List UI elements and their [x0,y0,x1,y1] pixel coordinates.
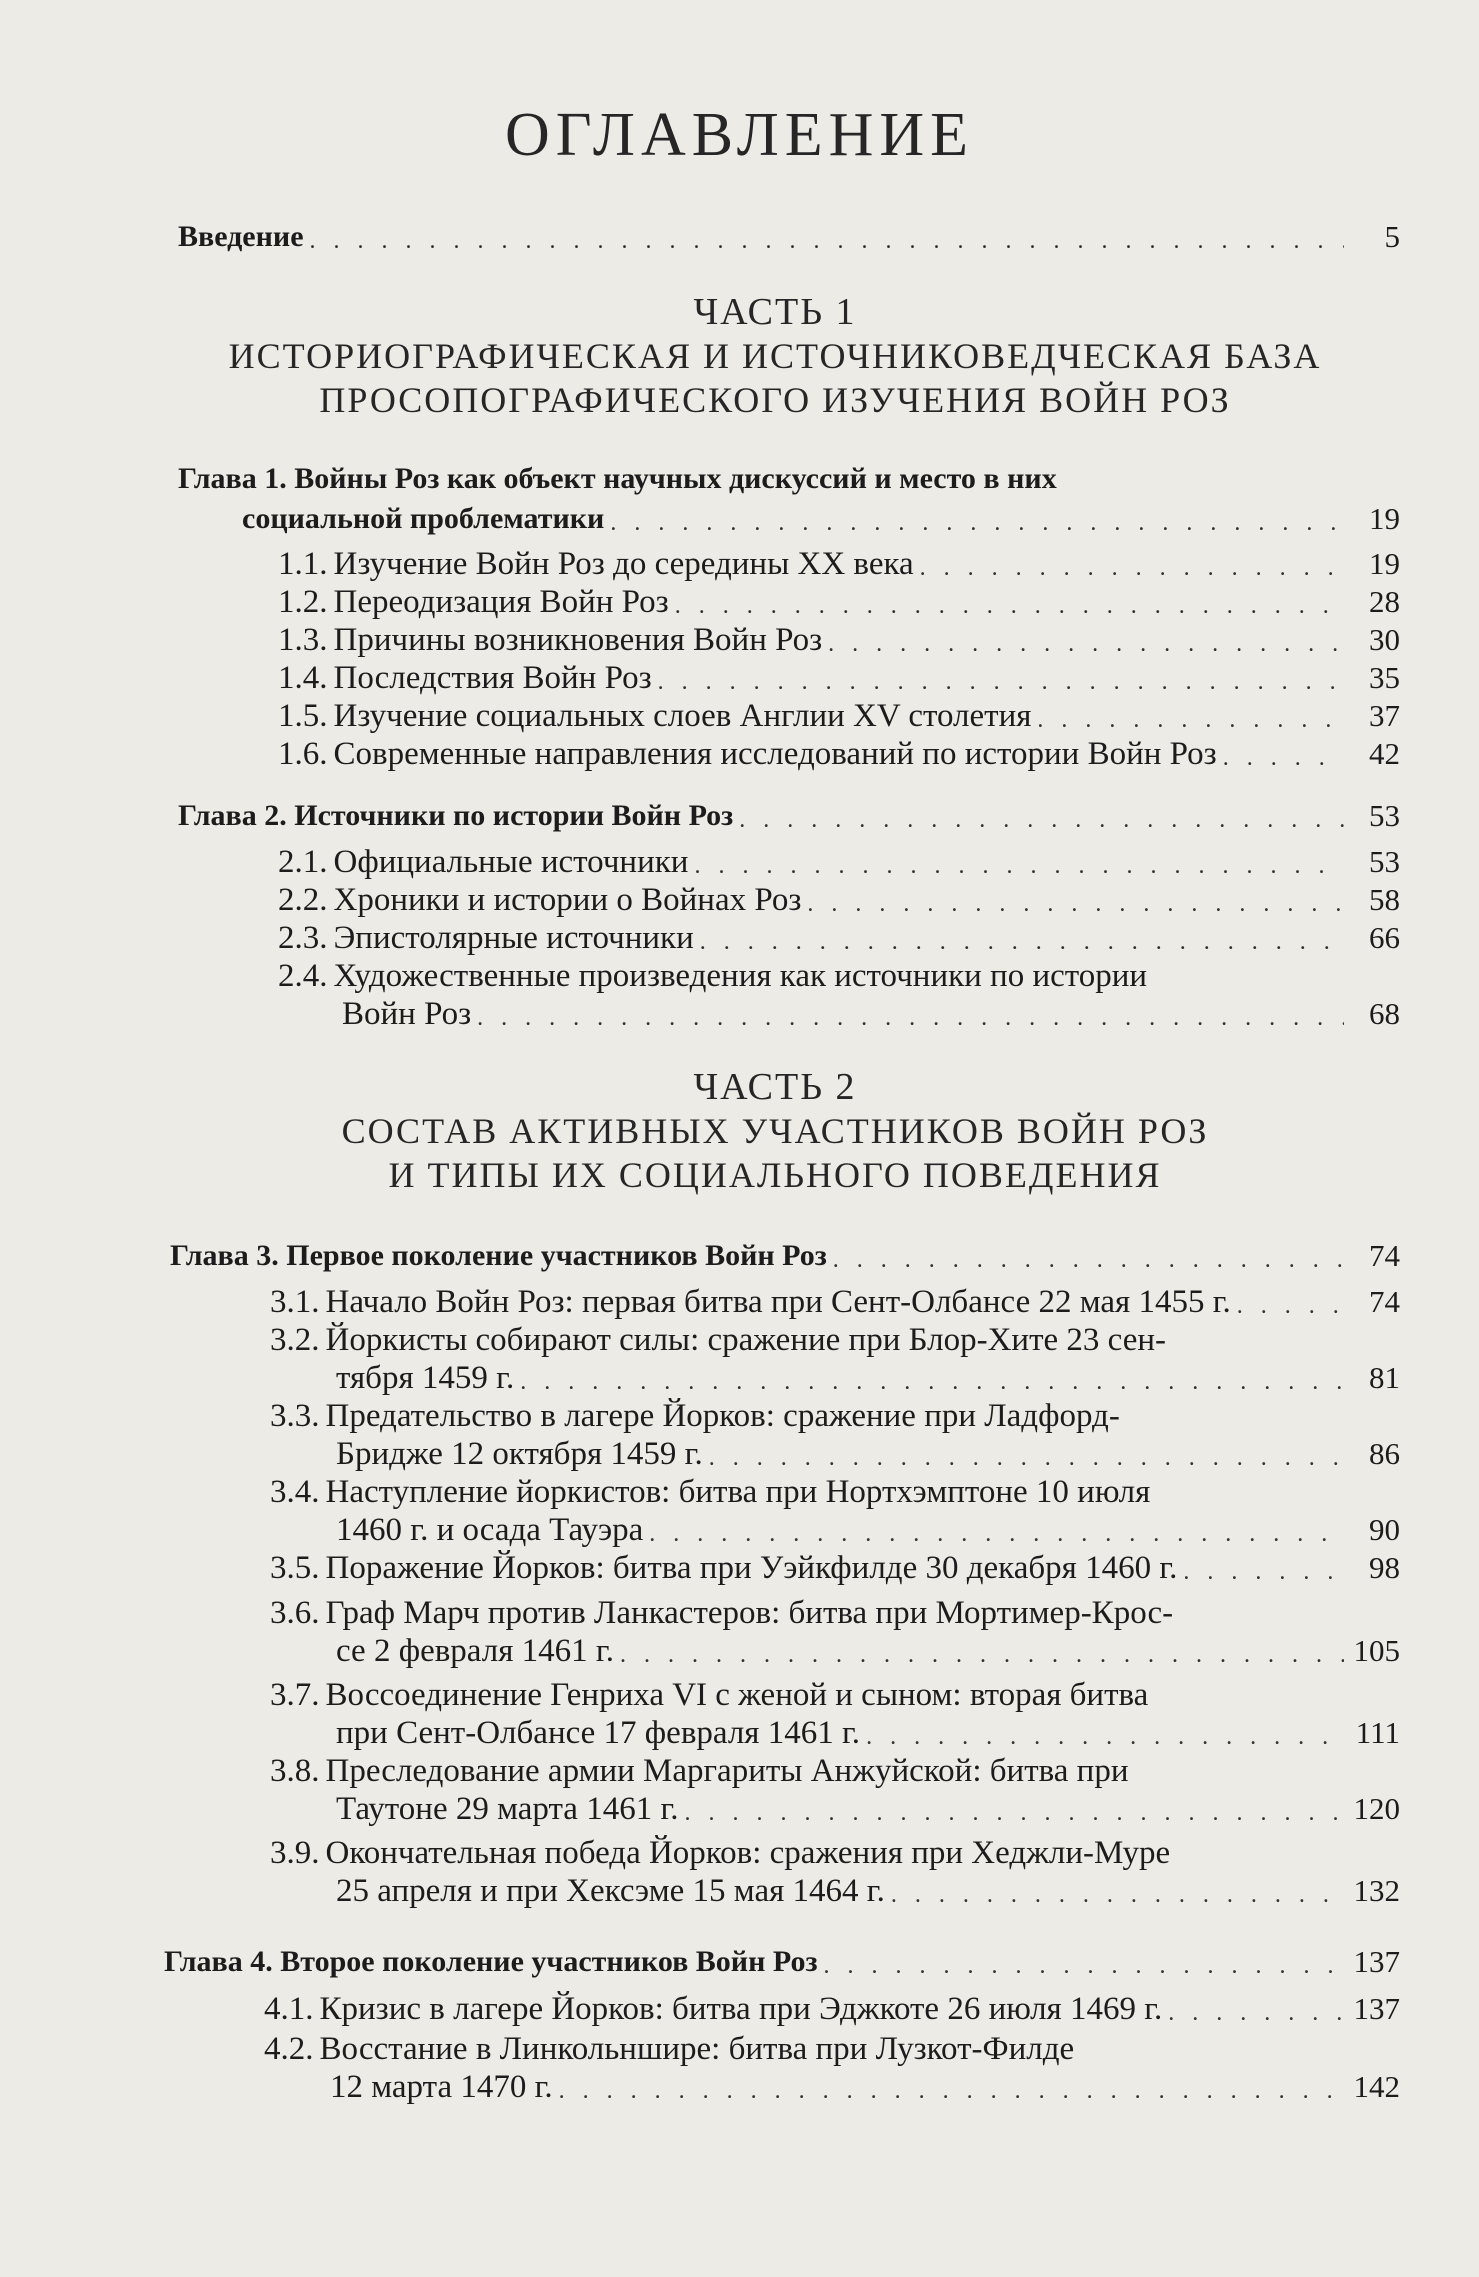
toc-entry-line: 3.6. Граф Марч против Ланкастеров: битва при Мортимер-Крос- [270,1595,1174,1631]
toc-entry: 4.1. Кризис в лагере Йорков: битва при Эджкоте 26 июля 1469 г. . . . 137 [264,1990,1400,2028]
toc-entry-line: 3.9. Окончательная победа Йорков: сражения при Хеджли-Муре [270,1835,1171,1871]
toc-entry-line: 3.8. Преследование армии Маргариты Анжуйской: битва при [270,1753,1129,1789]
toc-entry: Войн Роз . . . 68 [342,995,1400,1033]
toc-entry: 12 марта 1470 г. . . . 142 [330,2068,1400,2106]
part-1-heading: ЧАСТЬ 1 ИСТОРИОГРАФИЧЕСКАЯ И ИСТОЧНИКОВЕДЧЕСКАЯ БАЗА ПРОСОПОГРАФИЧЕСКОГО ИЗУЧЕНИЯ ВОЙН РОЗ [228,291,1322,420]
part-2-heading: ЧАСТЬ 2 СОСТАВ АКТИВНЫХ УЧАСТНИКОВ ВОЙН РОЗ И ТИПЫ ИХ СОЦИАЛЬНОГО ПОВЕДЕНИЯ [341,1066,1209,1195]
toc-entry: се 2 февраля 1461 г. . . . 105 [336,1632,1400,1670]
toc-entry-line: 3.7. Воссоединение Генриха VI с женой и сыном: вторая битва [270,1677,1149,1713]
page-title: ОГЛАВЛЕНИЕ [504,101,975,169]
toc-entry-chapter-2: Глава 2. Источники по истории Войн Роз . . . 53 [178,797,1400,835]
toc-entry-line: 2.4. Художественные произведения как источники по истории [278,958,1148,994]
toc-entry: 1.3. Причины возникновения Войн Роз . . . 30 [278,621,1400,659]
chapter-1-title: Глава 1. Войны Роз как объект научных дискуссий и место в них [178,462,1057,495]
toc-entry: 2.3. Эпистолярные источники . . . 66 [278,919,1400,957]
toc-entry-line: 3.2. Йоркисты собирают силы: сражение при Блор-Хите 23 сен- [270,1322,1166,1358]
toc-entry-chapter-4: Глава 4. Второе поколение участников Войн Роз . . . 137 [164,1943,1400,1981]
toc-entry: при Сент-Олбансе 17 февраля 1461 г. . . . 111 [336,1714,1400,1752]
toc-entry: 1.5. Изучение социальных слоев Англии XV столетия . . . 37 [278,697,1400,735]
toc-entry-line: 3.4. Наступление йоркистов: битва при Нортхэмптоне 10 июля [270,1474,1151,1510]
toc-entry: Таутоне 29 марта 1461 г. . . . 120 [336,1790,1400,1828]
toc-entry: 3.1. Начало Войн Роз: первая битва при Сент-Олбансе 22 мая 1455 г. . . . 74 [270,1283,1400,1321]
toc-entry: 1460 г. и осада Тауэра . . . 90 [336,1511,1400,1549]
toc-entry: 2.1. Официальные источники . . . 53 [278,843,1400,881]
toc-entry-line: 4.2. Восстание в Линкольншире: битва при Лузкот-Филде [264,2031,1075,2067]
toc-entry-chapter-1: социальной проблематики . . . 19 [242,500,1400,538]
toc-entry: 1.6. Современные направления исследований по истории Войн Роз . . . 42 [278,735,1400,773]
toc-entry: Бридже 12 октября 1459 г. . . . 86 [336,1435,1400,1473]
toc-entry: 1.4. Последствия Войн Роз . . . 35 [278,659,1400,697]
toc-entry-intro: Введение . . . 5 [178,218,1400,256]
toc-entry: тября 1459 г. . . . 81 [336,1359,1400,1397]
toc-entry-line: 3.3. Предательство в лагере Йорков: сражение при Ладфорд- [270,1398,1120,1434]
toc-entry: 3.5. Поражение Йорков: битва при Уэйкфилде 30 декабря 1460 г. . . . 98 [270,1549,1400,1587]
toc-entry: 25 апреля и при Хексэме 15 мая 1464 г. . . . 132 [336,1872,1400,1910]
toc-entry: 1.1. Изучение Войн Роз до середины XX века . . . 19 [278,545,1400,583]
toc-entry: 2.2. Хроники и истории о Войнах Роз . . . 58 [278,881,1400,919]
page-number: 5 [1384,219,1400,254]
toc-entry-chapter-3: Глава 3. Первое поколение участников Войн Роз . . . 74 [170,1237,1400,1275]
toc-entry: 1.2. Переодизация Войн Роз . . . 28 [278,583,1400,621]
